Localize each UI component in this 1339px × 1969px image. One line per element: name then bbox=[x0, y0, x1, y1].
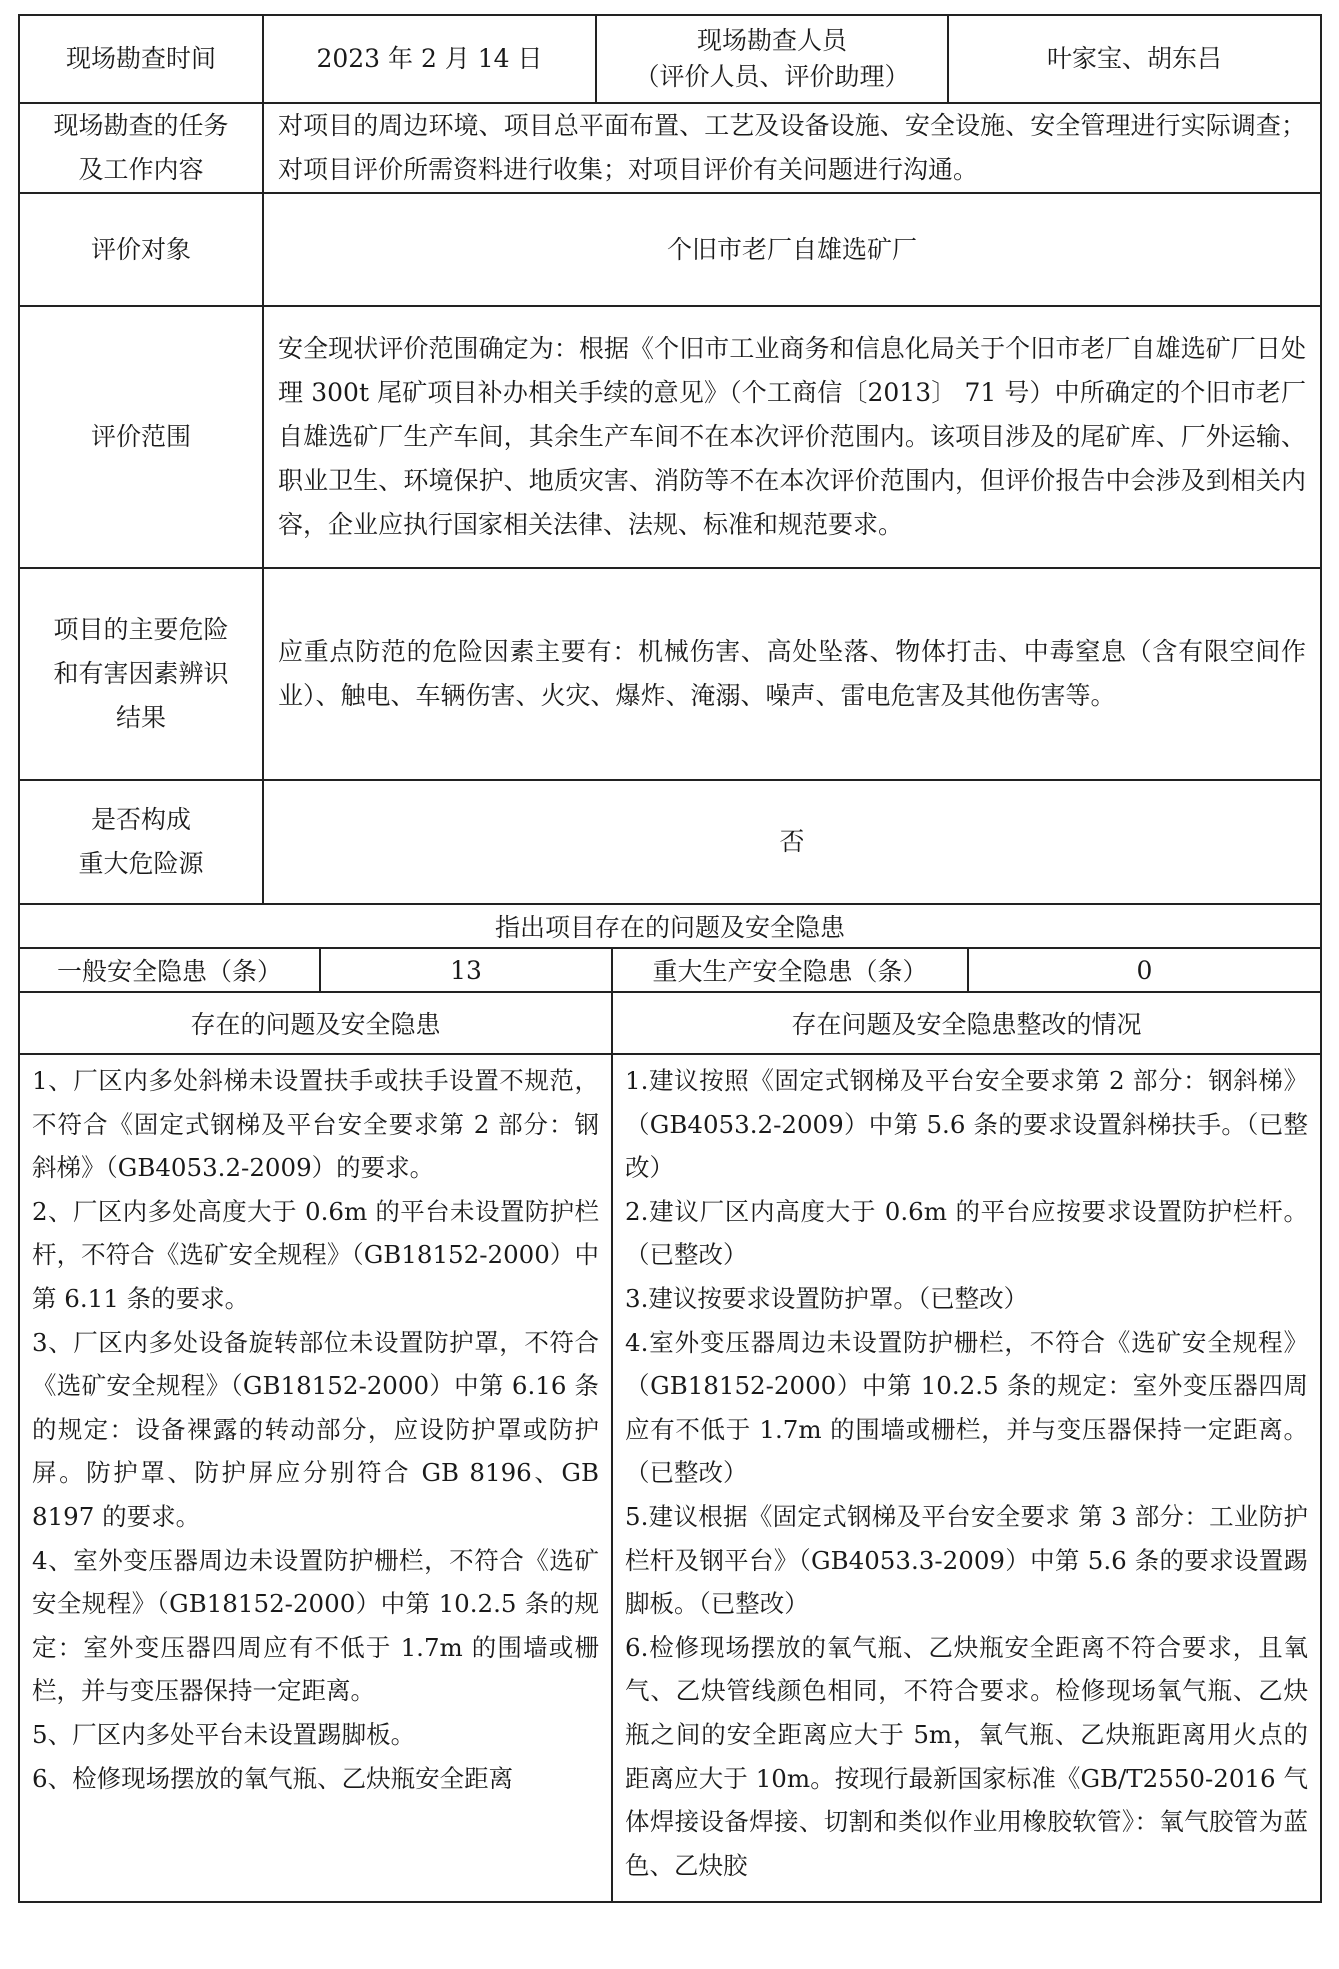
rectification-item: 1.建议按照《固定式钢梯及平台安全要求第 2 部分：钢斜梯》（GB4053.2-2009）中第 5.6 条的要求设置斜梯扶手。（已整改） bbox=[625, 1066, 1308, 1183]
rectification-item: 5.建议根据《固定式钢梯及平台安全要求 第 3 部分：工业防护栏杆及钢平台》（GB4053.3-2009）中第 5.6 条的要求设置踢脚板。（已整改） bbox=[625, 1501, 1308, 1619]
problems-table bbox=[18, 991, 1322, 1903]
row-hazard-identification bbox=[19, 568, 1321, 780]
evaluation-scope-value: 安全现状评价范围确定为：根据《个旧市工业商务和信息化局关于个旧市老厂自雄选矿厂日处理 300t 尾矿项目补办相关手续的意见》（个工商信〔2013〕 71 号）中所确定的个旧市老厂自雄选矿厂生产车间，其余生产车间不在本次评价范围内。该项目涉及的尾矿库、厂外运输、职业卫生、环境保护、地质灾害、消防等不在本次评价范围内，但评价报告中会涉及到相关内容，企业应执行国家相关法律、法规、标准和规范要求。 bbox=[263, 306, 1321, 568]
hazard-label-line3: 结果 bbox=[115, 703, 166, 732]
row-column-headers bbox=[19, 992, 1321, 1054]
rectification-item: 4.室外变压器周边未设置防护栅栏，不符合《选矿安全规程》（GB18152-2000）中第 10.2.5 条的规定：室外变压器四周应有不低于 1.7m 的围墙或栅栏，并与变压器保持一定距离。（已整改） bbox=[625, 1327, 1308, 1488]
hazard-summary-table bbox=[18, 903, 1322, 993]
survey-time-value: 2023 年 2 月 14 日 bbox=[263, 15, 596, 103]
row-major-hazard bbox=[19, 780, 1321, 904]
problem-item: 6、检修现场摆放的氧气瓶、乙炔瓶安全距离 bbox=[32, 1763, 514, 1793]
survey-staff-label-line1: 现场勘查人员 bbox=[696, 26, 847, 55]
general-hazard-count-value: 13 bbox=[320, 948, 612, 992]
general-hazard-count-label: 一般安全隐患（条） bbox=[19, 948, 320, 992]
rectification-list bbox=[612, 1054, 1321, 1902]
problems-column-header: 存在的问题及安全隐患 bbox=[19, 992, 612, 1054]
rectification-item: 6.检修现场摆放的氧气瓶、乙炔瓶安全距离不符合要求，且氧气、乙炔管线颜色相同，不符合要求。检修现场氧气瓶、乙炔瓶之间的安全距离应大于 5m，氧气瓶、乙炔瓶距离用火点的距离应大于 10m。按现行最新国家标准《GB/T2550-2016 气体焊接设备焊接、切割和类似作业用橡胶软管》：氧气胶管为蓝色、乙炔胶 bbox=[625, 1632, 1308, 1880]
survey-staff-value: 叶家宝、胡东吕 bbox=[948, 15, 1321, 103]
major-hazard-label-line1: 是否构成 bbox=[90, 805, 191, 834]
problem-item: 1、厂区内多处斜梯未设置扶手或扶手设置不规范，不符合《固定式钢梯及平台安全要求第 2 部分：钢斜梯》（GB4053.2-2009）的要求。 bbox=[32, 1066, 599, 1183]
row-evaluation-object bbox=[19, 193, 1321, 306]
rectification-item: 3.建议按要求设置防护罩。（已整改） bbox=[625, 1283, 1029, 1313]
row-survey-task bbox=[19, 103, 1321, 193]
hazard-label bbox=[19, 568, 263, 780]
hazard-label-line1: 项目的主要危险 bbox=[53, 615, 229, 644]
survey-time-label: 现场勘查时间 bbox=[19, 15, 263, 103]
evaluation-scope-label: 评价范围 bbox=[19, 306, 263, 568]
row-section-title bbox=[19, 904, 1321, 948]
problem-item: 3、厂区内多处设备旋转部位未设置防护罩，不符合《选矿安全规程》（GB18152-2000）中第 6.16 条的规定：设备裸露的转动部分，应设防护罩或防护屏。防护罩、防护屏应分别符合 GB 8196、GB 8197 的要求。 bbox=[32, 1327, 599, 1531]
rectification-column-header: 存在问题及安全隐患整改的情况 bbox=[612, 992, 1321, 1054]
problems-list bbox=[19, 1054, 612, 1902]
survey-record-sheet bbox=[18, 14, 1320, 1903]
problem-item: 5、厂区内多处平台未设置踢脚板。 bbox=[32, 1719, 416, 1749]
survey-task-value: 对项目的周边环境、项目总平面布置、工艺及设备设施、安全设施、安全管理进行实际调查；对项目评价所需资料进行收集；对项目评价有关问题进行沟通。 bbox=[263, 103, 1321, 193]
survey-task-label bbox=[19, 103, 263, 193]
major-hazard-label-line2: 重大危险源 bbox=[78, 849, 204, 878]
row-problem-details bbox=[19, 1054, 1321, 1902]
problem-item: 2、厂区内多处高度大于 0.6m 的平台未设置防护栏杆，不符合《选矿安全规程》（GB18152-2000）中第 6.11 条的要求。 bbox=[32, 1196, 599, 1313]
rectification-item: 2.建议厂区内高度大于 0.6m 的平台应按要求设置防护栏杆。（已整改） bbox=[625, 1196, 1308, 1270]
survey-task-label-line2: 及工作内容 bbox=[78, 155, 204, 184]
row-hazard-counts bbox=[19, 948, 1321, 992]
survey-staff-label bbox=[596, 15, 948, 103]
evaluation-object-label: 评价对象 bbox=[19, 193, 263, 306]
problem-item: 4、室外变压器周边未设置防护栅栏，不符合《选矿安全规程》（GB18152-2000）中第 10.2.5 条的规定：室外变压器四周应有不低于 1.7m 的围墙或栅栏，并与变压器保持一定距离。 bbox=[32, 1545, 599, 1706]
section-title: 指出项目存在的问题及安全隐患 bbox=[19, 904, 1321, 948]
evaluation-object-value: 个旧市老厂自雄选矿厂 bbox=[263, 193, 1321, 306]
major-hazard-count-value: 0 bbox=[968, 948, 1321, 992]
survey-table-top bbox=[18, 14, 1322, 905]
major-hazard-value: 否 bbox=[263, 780, 1321, 904]
major-hazard-count-label: 重大生产安全隐患（条） bbox=[612, 948, 968, 992]
survey-staff-label-line2: （评价人员、评价助理） bbox=[634, 62, 910, 91]
survey-task-label-line1: 现场勘查的任务 bbox=[53, 111, 229, 140]
hazard-label-line2: 和有害因素辨识 bbox=[53, 659, 229, 688]
row-evaluation-scope bbox=[19, 306, 1321, 568]
row-survey-time bbox=[19, 15, 1321, 103]
major-hazard-label bbox=[19, 780, 263, 904]
hazard-value: 应重点防范的危险因素主要有：机械伤害、高处坠落、物体打击、中毒窒息（含有限空间作业）、触电、车辆伤害、火灾、爆炸、淹溺、噪声、雷电危害及其他伤害等。 bbox=[263, 568, 1321, 780]
